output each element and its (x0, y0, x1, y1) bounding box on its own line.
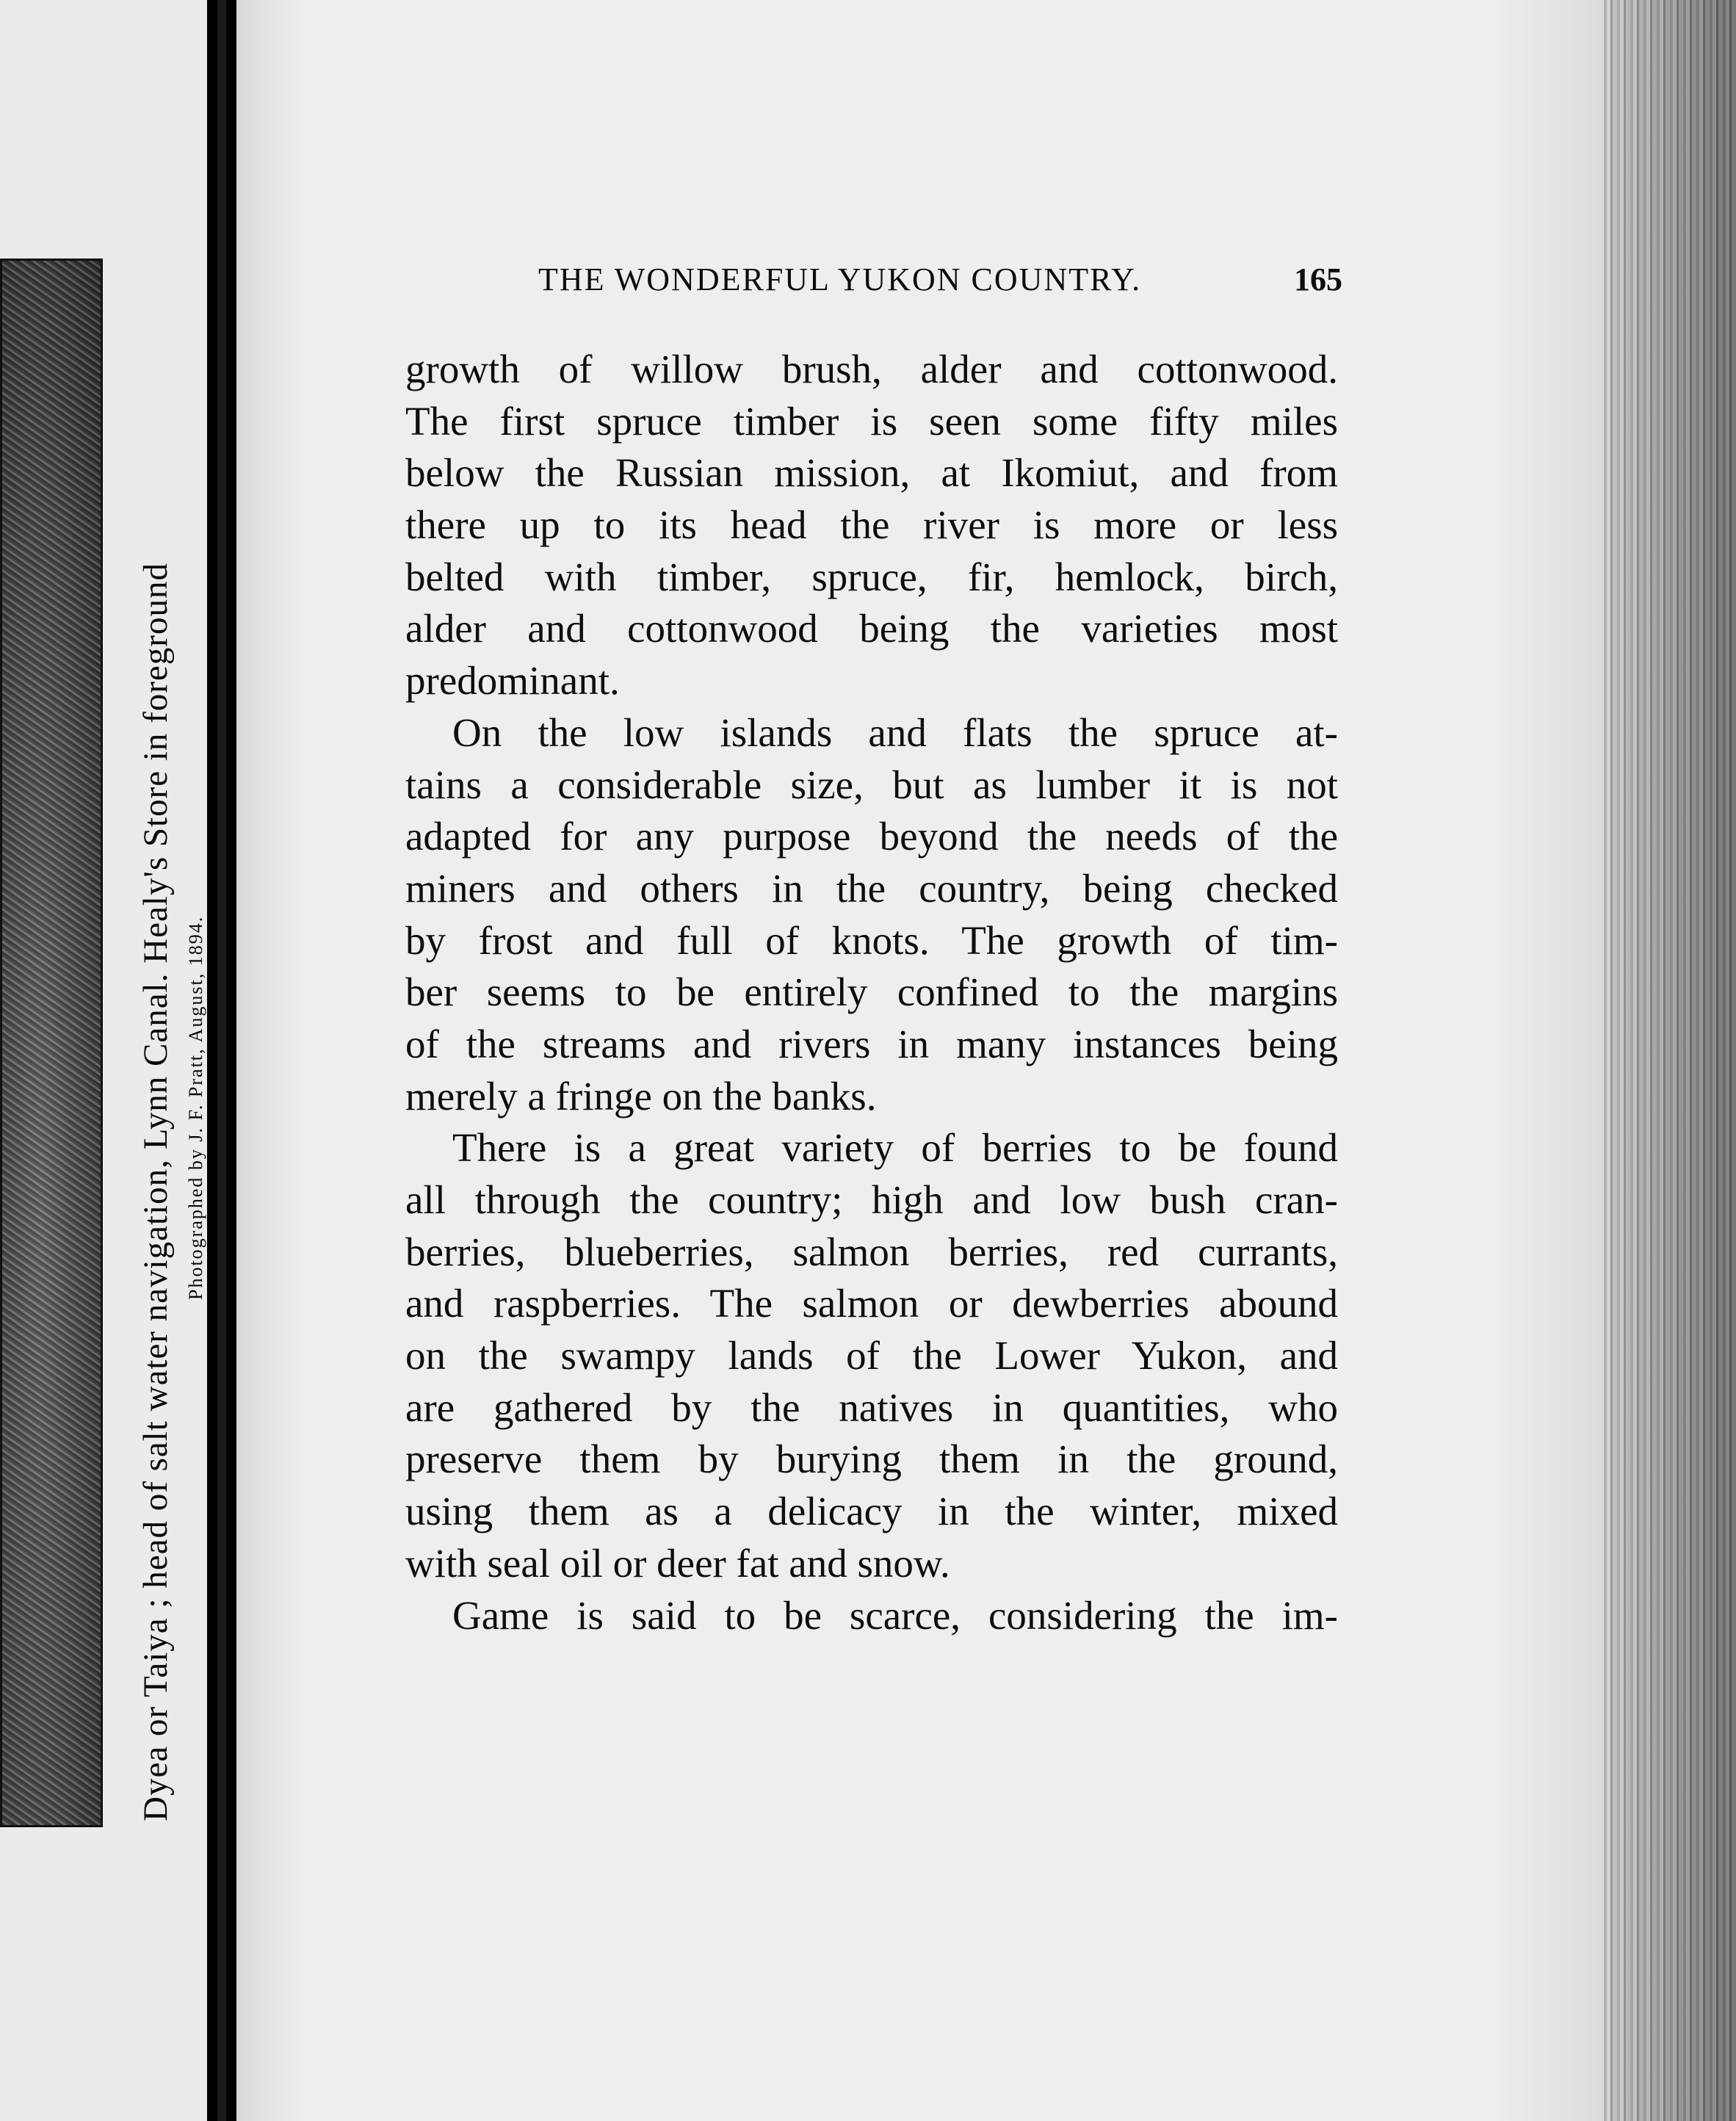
body-text (405, 344, 1338, 1641)
text-line: There is a great variety of berries to be found (452, 1125, 1338, 1171)
text-line: on the swampy lands of the Lower Yukon, and (405, 1333, 1338, 1379)
text-line: miners and others in the country, being checked (405, 865, 1338, 911)
text-line: there up to its head the river is more or less (405, 502, 1338, 548)
text-line: ber seems to be entirely confined to the margins (405, 969, 1338, 1015)
text-line: berries, blueberries, salmon berries, red currants, (405, 1229, 1338, 1274)
photo-credit: Photographed by J. F. Pratt, August, 1894. (185, 915, 206, 1300)
running-head (538, 261, 1342, 298)
left-page (0, 0, 207, 2121)
text-line: all through the country; high and low bush cran- (405, 1177, 1338, 1222)
text-line: adapted for any purpose beyond the needs of the (405, 814, 1338, 859)
text-line: On the low islands and flats the spruce at- (452, 709, 1338, 755)
text-line: The first spruce timber is seen some fifty miles (405, 398, 1338, 444)
text-line: are gathered by the natives in quantities, who (405, 1384, 1338, 1430)
text-line: below the Russian mission, at Ikomiut, and from (405, 450, 1338, 496)
book-gutter (207, 0, 236, 2121)
text-line: by frost and full of knots. The growth of tim- (405, 917, 1338, 963)
photo-plate (0, 259, 103, 1827)
text-line: with seal oil or deer fat and snow. (405, 1540, 950, 1586)
text-line: using them as a delicacy in the winter, mixed (405, 1489, 1338, 1534)
text-line: preserve them by burying them in the ground, (405, 1437, 1338, 1482)
text-line: predominant. (405, 658, 620, 704)
text-line: growth of willow brush, alder and cottonwood. (405, 347, 1338, 391)
page-edges (1604, 0, 1736, 2121)
text-line: tains a considerable size, but as lumber it is not (405, 762, 1338, 807)
text-line: belted with timber, spruce, fir, hemlock, birch, (405, 554, 1338, 599)
running-head-title: THE WONDERFUL YUKON COUNTRY. (538, 261, 1142, 297)
text-line: alder and cottonwood being the varieties most (405, 606, 1338, 651)
text-line: Game is said to be scarce, considering the im- (452, 1592, 1338, 1638)
text-line: of the streams and rivers in many instances being (405, 1021, 1338, 1066)
text-line: merely a fringe on the banks. (405, 1073, 877, 1119)
text-line: and raspberries. The salmon or dewberries abound (405, 1281, 1338, 1326)
page-number: 165 (1294, 261, 1342, 297)
plate-caption: Dyea or Taiya ; head of salt water navigation, Lynn Canal. Healy's Store in foreground (137, 563, 175, 1821)
